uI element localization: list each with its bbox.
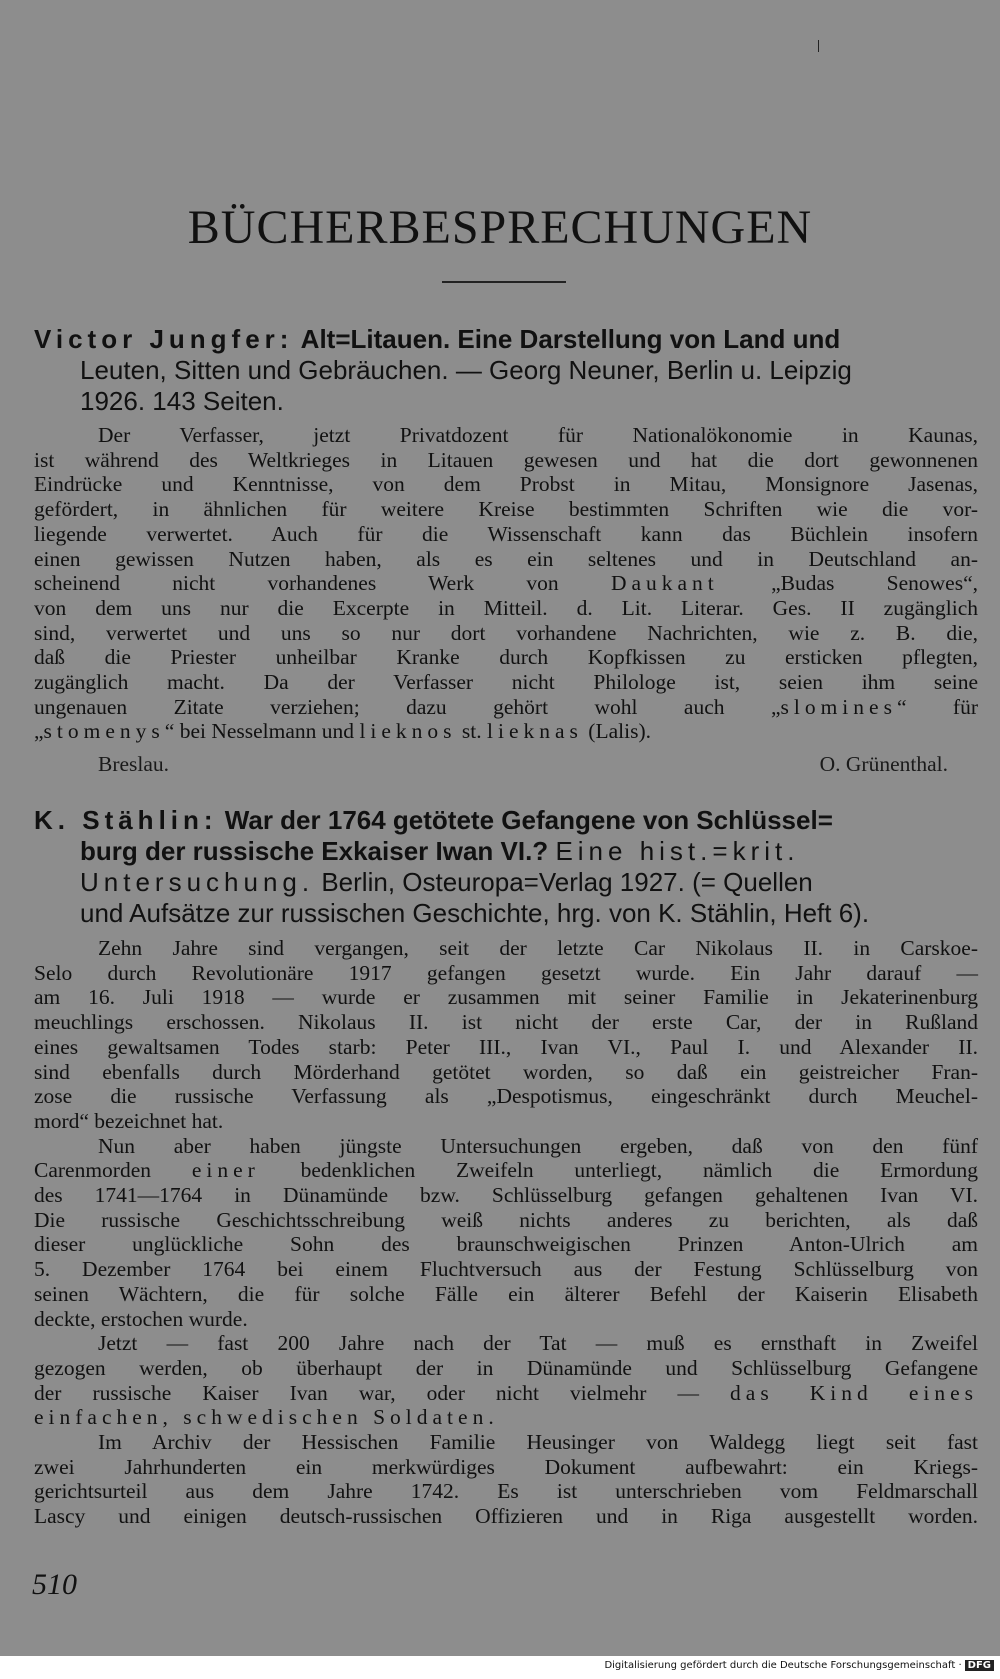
- review2-publisher: Berlin, Osteuropa=Verlag 1927. (= Quellen: [321, 867, 813, 897]
- body-line: eines gewaltsamen Todes starb: Peter III., Ivan VI., Paul I. und Alexander II.: [34, 1034, 978, 1059]
- body-line: [34, 695, 978, 720]
- body-line: [34, 719, 978, 744]
- review2-subtitle-part1: Eine hist.=krit.: [555, 836, 800, 866]
- body-line: Zehn Jahre sind vergangen, seit der letzte Car Nikolaus II. in Carskoe-: [98, 936, 978, 960]
- body-line: mord“ bezeichnet hat.: [34, 1108, 224, 1133]
- body-line: seinen Wächtern, die für solche Fälle ein älterer Befehl der Kaiserin Elisabeth: [34, 1281, 978, 1306]
- body-line: Jetzt — fast 200 Jahre nach der Tat — muß es ernsthaft in Zweifel: [98, 1331, 978, 1356]
- body-line: dieser unglückliche Sohn des braunschweigischen Prinzen Anton-Ulrich am: [34, 1232, 978, 1257]
- body-line: gerichtsurteil aus dem Jahre 1742. Es ist unterschrieben vom Feldmarschall: [34, 1479, 978, 1504]
- page-number: 510: [32, 1568, 77, 1601]
- review1-title-part1: Alt=Litauen. Eine Darstellung von Land und: [300, 324, 841, 354]
- review2-heading-line2: [34, 836, 978, 867]
- spaced-word: slomines: [780, 694, 897, 719]
- body-line: zose die russische Verfassung als „Despotismus, eingeschränkt durch Meuchel-: [34, 1084, 978, 1109]
- spaced-phrase: das Kind eines: [730, 1380, 979, 1405]
- body-line: [34, 1158, 978, 1183]
- body-line: deckte, erstochen wurde.: [34, 1306, 248, 1331]
- footer-text: Digitalisierung gefördert durch die Deutsche Forschungsgemeinschaft ·: [604, 1660, 962, 1671]
- review1-body: [34, 423, 978, 744]
- body-line: einen gewissen Nutzen haben, als es ein seltenes und in Deutschland an-: [34, 546, 978, 571]
- dfg-logo: DFG: [965, 1660, 994, 1671]
- review2-heading-line4: und Aufsätze zur russischen Geschichte, hrg. von K. Stählin, Heft 6).: [80, 898, 870, 928]
- review1-author: Victor Jungfer:: [34, 324, 294, 354]
- spaced-name: Daukant: [610, 571, 719, 596]
- body-line: einfachen, schwedischen Soldaten.: [34, 1405, 499, 1430]
- body-line: Lascy und einigen deutsch-russischen Offizieren und in Riga ausgestellt worden.: [34, 1504, 978, 1529]
- text-run: (Lalis).: [588, 719, 651, 744]
- review2-subtitle-part2: Untersuchung.: [80, 867, 315, 897]
- text-run: „Budas Senowes“,: [771, 571, 979, 596]
- review1-heading-line2: Leuten, Sitten und Gebräuchen. — Georg Neuner, Berlin u. Leipzig: [80, 355, 852, 385]
- body-line: gefördert, in ähnlichen für weitere Kreise bestimmten Schriften wie die vor-: [34, 497, 978, 522]
- review2-heading-line3: [34, 867, 978, 898]
- review1-heading-line1: [34, 324, 978, 355]
- body-line: [34, 1381, 978, 1406]
- body-line: Nun aber haben jüngste Untersuchungen ergeben, daß von den fünf: [98, 1133, 978, 1158]
- digitization-footer: [604, 1660, 994, 1671]
- body-line: zugänglich macht. Da der Verfasser nicht Philologe ist, seien ihm seine: [34, 670, 978, 695]
- review2-heading-line1: [34, 805, 978, 836]
- page-title: BÜCHERBESPRECHUNGEN: [187, 201, 813, 254]
- title-rule: [442, 281, 566, 283]
- review1-heading: [34, 324, 978, 417]
- body-line: zwei Jahrhunderten ein merkwürdiges Dokument aufbewahrt: ein Kriegs-: [34, 1454, 978, 1479]
- body-line: von dem uns nur die Excerpte in Mitteil. d. Lit. Literar. Ges. II zugänglich: [34, 595, 978, 620]
- body-line: des 1741—1764 in Dünamünde bzw. Schlüsselburg gefangen gehaltenen Ivan VI.: [34, 1183, 978, 1208]
- body-line: [34, 571, 978, 596]
- body-line: gezogen werden, ob überhaupt der in Dünamünde und Schlüsselburg Gefangene: [34, 1355, 978, 1380]
- body-line: 5. Dezember 1764 bei einem Fluchtversuch aus der Festung Schlüsselburg von: [34, 1257, 978, 1282]
- spaced-word: einer: [191, 1158, 260, 1183]
- text-run: “ für: [896, 694, 978, 719]
- text-run: “ bei Nesselmann und: [164, 719, 355, 744]
- text-run: st.: [461, 719, 482, 744]
- review2-title-part2: burg der russische Exkaiser Iwan VI.?: [80, 836, 549, 866]
- signature-place: Breslau.: [98, 752, 170, 776]
- text-run: der russische Kaiser Ivan war, oder nicht vielmehr —: [34, 1380, 699, 1405]
- spaced-word: lieknas: [487, 719, 583, 744]
- text-run: „: [34, 719, 44, 744]
- body-line: meuchlings erschossen. Nikolaus II. ist nicht der erste Car, der in Rußland: [34, 1010, 978, 1035]
- body-line: Eindrücke und Kenntnisse, von dem Probst in Mitau, Monsignore Jasenas,: [34, 472, 978, 497]
- body-line: daß die Priester unheilbar Kranke durch Kopfkissen zu ersticken pflegten,: [34, 645, 978, 670]
- body-line: Die russische Geschichtsschreibung weiß nichts anderes zu berichten, als daß: [34, 1207, 978, 1232]
- review2-author: K. Stählin:: [34, 805, 218, 835]
- body-line: am 16. Juli 1918 — wurde er zusammen mit seiner Familie in Jekaterinenburg: [34, 985, 978, 1010]
- review2-body: [34, 936, 978, 1529]
- review2-title-part1: War der 1764 getötete Gefangene von Schlüssel=: [224, 805, 833, 835]
- review1-heading-line3: 1926. 143 Seiten.: [80, 386, 284, 416]
- text-run: bedenklichen Zweifeln unterliegt, nämlich die Ermordung: [300, 1158, 978, 1183]
- body-line: sind, verwertet und uns so nur dort vorhandene Nachrichten, wie z. B. die,: [34, 620, 978, 645]
- body-line: Im Archiv der Hessischen Familie Heusinger von Waldegg liegt seit fast: [98, 1430, 978, 1455]
- signature-name: O. Grünenthal.: [819, 752, 948, 776]
- spaced-word: lieknos: [359, 719, 457, 744]
- spaced-word: stomenys: [43, 719, 165, 744]
- body-line: Der Verfasser, jetzt Privatdozent für Nationalökonomie in Kaunas,: [98, 423, 978, 447]
- body-line: Selo durch Revolutionäre 1917 gefangen gesetzt wurde. Ein Jahr darauf —: [34, 960, 978, 985]
- body-line: ist während des Weltkrieges in Litauen gewesen und hat die dort gewonnenen: [34, 447, 978, 472]
- text-run: scheinend nicht vorhandenes Werk von: [34, 571, 559, 596]
- body-line: sind ebenfalls durch Mörderhand getötet worden, so daß ein geistreicher Fran-: [34, 1059, 978, 1084]
- scan-mark: [818, 40, 819, 52]
- body-line: liegende verwertet. Auch für die Wissenschaft kann das Büchlein insofern: [34, 521, 978, 546]
- text-run: ungenauen Zitate verziehen; dazu gehört wohl auch „: [34, 694, 781, 719]
- review2-heading: [34, 805, 978, 929]
- text-run: Carenmorden: [34, 1158, 152, 1183]
